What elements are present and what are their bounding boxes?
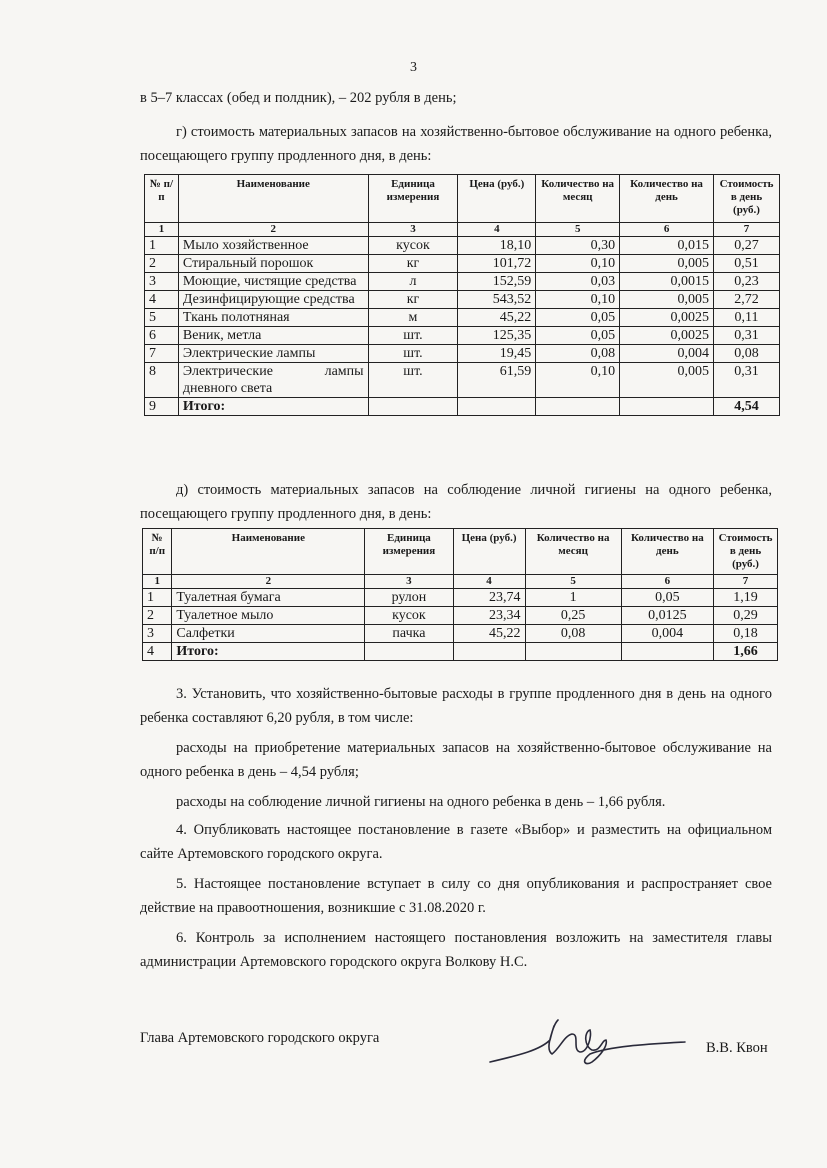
cell-day-cost: 0,11	[713, 309, 779, 327]
cell-total-value: 1,66	[714, 643, 778, 661]
cell-day-qty: 0,005	[620, 363, 714, 398]
cell-unit: кусок	[368, 237, 458, 255]
cell-day-qty: 0,004	[621, 625, 713, 643]
col-number: 2	[178, 223, 368, 237]
col-number: 5	[536, 223, 620, 237]
cell-day-qty: 0,005	[620, 291, 714, 309]
cell-price: 45,22	[458, 309, 536, 327]
cell-month-qty: 0,10	[536, 255, 620, 273]
cell-unit: кг	[368, 255, 458, 273]
paragraph-3a: расходы на приобретение материальных запасов на хозяйственно-бытовое обслуживание на одного ребенка в день – 4,54 рубля;	[140, 740, 772, 780]
table-header-row	[143, 529, 778, 575]
page-number: 3	[410, 60, 417, 75]
cell-price: 45,22	[453, 625, 525, 643]
cell-index: 3	[143, 625, 172, 643]
paragraph-4: 4. Опубликовать настоящее постановление в газете «Выбор» и разместить на официальном сайте Артемовского городского округа.	[140, 822, 772, 862]
table-row	[143, 625, 778, 643]
signatory-name: В.В. Квон	[706, 1040, 768, 1056]
cell-day-qty: 0,005	[620, 255, 714, 273]
col-header: Количество на день	[621, 529, 713, 575]
table-row	[145, 345, 780, 363]
cell-day-cost: 0,18	[714, 625, 778, 643]
cell-name: Электрические лампы	[178, 345, 368, 363]
cell-day-cost: 0,51	[713, 255, 779, 273]
col-header: Наименование	[172, 529, 365, 575]
cell-name: Туалетное мыло	[172, 607, 365, 625]
col-number: 3	[368, 223, 458, 237]
col-number: 1	[143, 575, 172, 589]
cell-name: Веник, метла	[178, 327, 368, 345]
cell-day-cost: 0,31	[713, 327, 779, 345]
cell-month-qty: 0,05	[536, 309, 620, 327]
cell-index: 5	[145, 309, 179, 327]
cell-index: 4	[143, 643, 172, 661]
col-header: № п/п	[145, 175, 179, 223]
cell-index: 4	[145, 291, 179, 309]
cell-day-qty: 0,0125	[621, 607, 713, 625]
cell-total-label: Итого:	[178, 398, 368, 416]
cell-unit: рулон	[365, 589, 453, 607]
intro-line: в 5–7 классах (обед и полдник), – 202 рубля в день;	[140, 90, 457, 106]
col-number: 7	[714, 575, 778, 589]
cell-price: 101,72	[458, 255, 536, 273]
col-number: 6	[620, 223, 714, 237]
cell-month-qty: 0,05	[536, 327, 620, 345]
cell-day-cost: 0,27	[713, 237, 779, 255]
cell-name: Салфетки	[172, 625, 365, 643]
col-number: 4	[458, 223, 536, 237]
cell-day-cost: 0,08	[713, 345, 779, 363]
cell-day-cost: 0,29	[714, 607, 778, 625]
cell-unit: шт.	[368, 363, 458, 398]
cell-index: 7	[145, 345, 179, 363]
cell-month-qty: 0,30	[536, 237, 620, 255]
col-header: Стоимость в день (руб.)	[714, 529, 778, 575]
cell-day-cost: 2,72	[713, 291, 779, 309]
cell-price: 23,34	[453, 607, 525, 625]
col-header: Единица измерения	[368, 175, 458, 223]
col-header: Цена (руб.)	[458, 175, 536, 223]
cell-unit: м	[368, 309, 458, 327]
col-number: 1	[145, 223, 179, 237]
col-number: 6	[621, 575, 713, 589]
col-number: 2	[172, 575, 365, 589]
col-header: Количество на месяц	[525, 529, 621, 575]
table-row	[145, 327, 780, 345]
paragraph-5: 5. Настоящее постановление вступает в силу со дня опубликования и распространяет свое действие на правоотношения, возникшие с 31.08.2020 г.	[140, 876, 772, 916]
table-total-row	[143, 643, 778, 661]
cell-name: Туалетная бумага	[172, 589, 365, 607]
cell-name: Ткань полотняная	[178, 309, 368, 327]
cell-name: Мыло хозяйственное	[178, 237, 368, 255]
cell-month-qty: 0,25	[525, 607, 621, 625]
col-number: 3	[365, 575, 453, 589]
cell-empty	[536, 398, 620, 416]
col-header: Наименование	[178, 175, 368, 223]
table-row	[143, 607, 778, 625]
cell-name: Стиральный порошок	[178, 255, 368, 273]
table-row	[145, 255, 780, 273]
cell-unit: л	[368, 273, 458, 291]
cell-month-qty: 0,08	[525, 625, 621, 643]
cell-name: Моющие, чистящие средства	[178, 273, 368, 291]
cell-price: 19,45	[458, 345, 536, 363]
cell-day-cost: 0,23	[713, 273, 779, 291]
cell-day-qty: 0,0025	[620, 309, 714, 327]
col-header: Цена (руб.)	[453, 529, 525, 575]
col-header: Стоимость в день (руб.)	[713, 175, 779, 223]
cell-empty	[368, 398, 458, 416]
cell-index: 2	[143, 607, 172, 625]
cell-month-qty: 0,10	[536, 291, 620, 309]
table-row	[145, 291, 780, 309]
col-number: 5	[525, 575, 621, 589]
table-row	[145, 237, 780, 255]
paragraph-3: 3. Установить, что хозяйственно-бытовые расходы в группе продленного дня в день на одного ребенка составляют 6,20 рубля, в том числе:	[140, 686, 772, 726]
cell-empty	[620, 398, 714, 416]
cell-unit: пачка	[365, 625, 453, 643]
col-number: 7	[713, 223, 779, 237]
handwritten-signature	[480, 1010, 690, 1070]
cell-day-qty: 0,0015	[620, 273, 714, 291]
cell-index: 1	[145, 237, 179, 255]
cell-index: 2	[145, 255, 179, 273]
hygiene-supplies-table	[142, 528, 778, 661]
cell-name: Электрические лампы дневного света	[178, 363, 368, 398]
paragraph-g: г) стоимость материальных запасов на хозяйственно-бытовое обслуживание на одного ребенка, посещающего группу продленного дня, в день:	[140, 124, 772, 164]
col-header: Количество на день	[620, 175, 714, 223]
col-header: Единица измерения	[365, 529, 453, 575]
paragraph-6: 6. Контроль за исполнением настоящего постановления возложить на заместителя главы администрации Артемовского городского округа Волкову Н.С.	[140, 930, 772, 970]
paragraph-d: д) стоимость материальных запасов на соблюдение личной гигиены на одного ребенка, посещающего группу продленного дня, в день:	[140, 482, 772, 522]
cell-total-value: 4,54	[713, 398, 779, 416]
cell-price: 61,59	[458, 363, 536, 398]
cell-name: Дезинфицирующие средства	[178, 291, 368, 309]
cell-total-label: Итого:	[172, 643, 365, 661]
cell-price: 543,52	[458, 291, 536, 309]
cell-index: 6	[145, 327, 179, 345]
table-row	[145, 363, 780, 398]
cell-unit: шт.	[368, 345, 458, 363]
cell-day-qty: 0,05	[621, 589, 713, 607]
cell-empty	[453, 643, 525, 661]
cell-price: 125,35	[458, 327, 536, 345]
signatory-title: Глава Артемовского городского округа	[140, 1030, 380, 1046]
cell-day-qty: 0,0025	[620, 327, 714, 345]
cell-unit: шт.	[368, 327, 458, 345]
table-row	[143, 589, 778, 607]
cell-month-qty: 0,03	[536, 273, 620, 291]
cell-price: 152,59	[458, 273, 536, 291]
cell-month-qty: 0,08	[536, 345, 620, 363]
col-header: Количество на месяц	[536, 175, 620, 223]
cell-index: 1	[143, 589, 172, 607]
cell-day-qty: 0,004	[620, 345, 714, 363]
cell-month-qty: 1	[525, 589, 621, 607]
cell-price: 23,74	[453, 589, 525, 607]
cell-day-cost: 1,19	[714, 589, 778, 607]
cell-empty	[365, 643, 453, 661]
table-header-row	[145, 175, 780, 223]
col-number: 4	[453, 575, 525, 589]
cell-index: 3	[145, 273, 179, 291]
table-total-row	[145, 398, 780, 416]
cell-index: 9	[145, 398, 179, 416]
cell-index: 8	[145, 363, 179, 398]
cell-day-qty: 0,015	[620, 237, 714, 255]
cell-empty	[621, 643, 713, 661]
table-row	[145, 309, 780, 327]
column-number-row	[145, 223, 780, 237]
household-supplies-table	[144, 174, 780, 416]
cell-price: 18,10	[458, 237, 536, 255]
cell-empty	[458, 398, 536, 416]
col-header: № п/п	[143, 529, 172, 575]
cell-month-qty: 0,10	[536, 363, 620, 398]
paragraph-3b: расходы на соблюдение личной гигиены на одного ребенка в день – 1,66 рубля.	[176, 794, 666, 810]
cell-empty	[525, 643, 621, 661]
table-row	[145, 273, 780, 291]
cell-day-cost: 0,31	[713, 363, 779, 398]
cell-unit: кусок	[365, 607, 453, 625]
cell-unit: кг	[368, 291, 458, 309]
column-number-row	[143, 575, 778, 589]
